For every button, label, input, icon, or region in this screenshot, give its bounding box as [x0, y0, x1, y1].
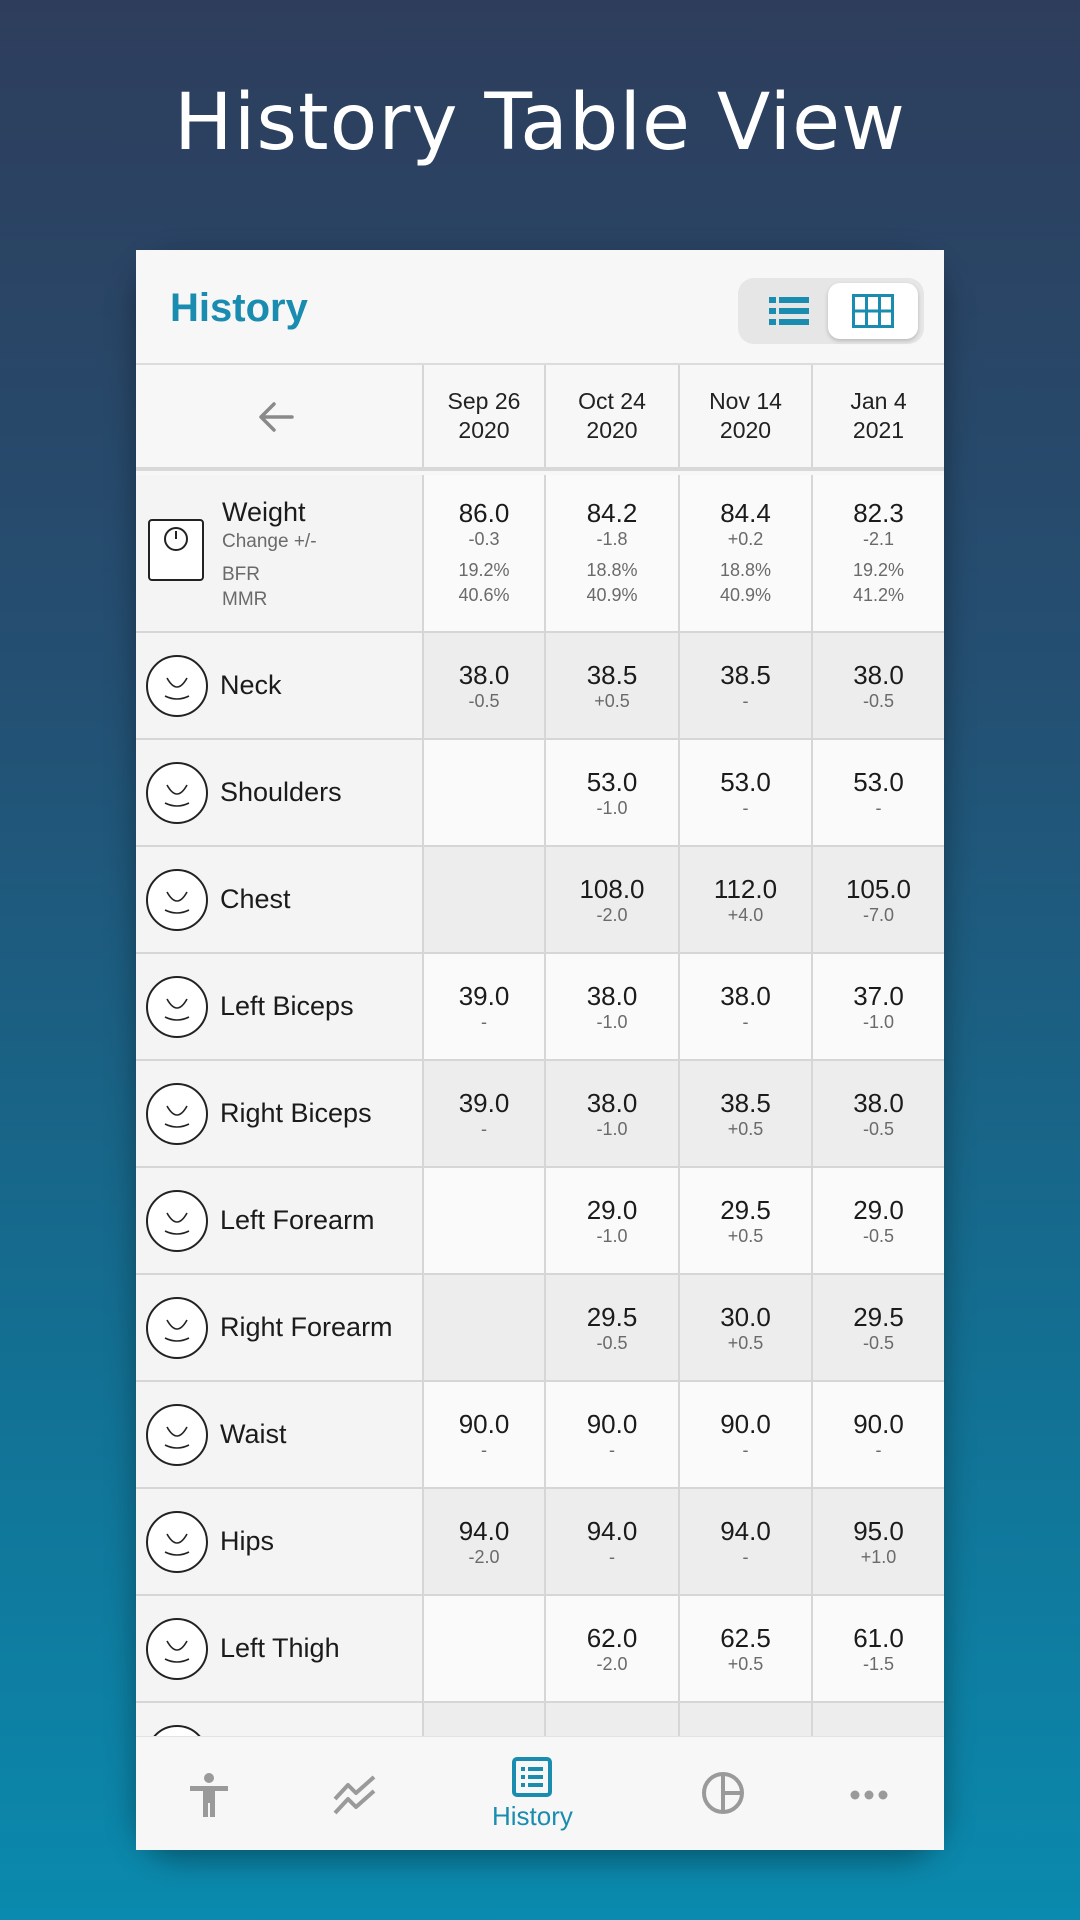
- weight-label: Weight: [222, 497, 306, 527]
- value: 108.0: [579, 873, 645, 904]
- weight-label-cell: [136, 475, 424, 631]
- value: 38.5: [720, 659, 771, 690]
- table-row[interactable]: [136, 1382, 944, 1489]
- list-view-button[interactable]: [744, 283, 834, 339]
- year-label: 2020: [458, 417, 510, 443]
- change: -: [742, 1546, 749, 1567]
- value: 94.0: [586, 1515, 638, 1546]
- value: 38.5: [586, 659, 638, 690]
- chest-icon: [146, 869, 208, 931]
- left-thigh-icon: [146, 1618, 208, 1680]
- header-corner: [136, 365, 424, 467]
- change: -: [742, 1439, 749, 1460]
- row-label-cell: [136, 1489, 424, 1594]
- row-label: Right Forearm: [220, 1312, 393, 1342]
- neck-icon: [146, 655, 208, 717]
- value: 38.0: [586, 1087, 638, 1118]
- change: -: [481, 1011, 487, 1032]
- left-biceps-icon: [146, 976, 208, 1038]
- right-forearm-icon: [146, 1297, 208, 1359]
- change: -0.3: [468, 529, 500, 549]
- change: -1.0: [596, 1225, 628, 1246]
- bfr-value: 19.2%: [458, 560, 510, 580]
- trend-icon: [332, 1775, 378, 1815]
- measurement-cell[interactable]: [546, 1168, 680, 1273]
- change: -1.0: [596, 1011, 628, 1032]
- change: -0.5: [862, 1118, 895, 1139]
- value: 29.0: [586, 1194, 638, 1225]
- nav-item-body[interactable]: [188, 1773, 230, 1819]
- value: 39.0: [458, 980, 510, 1011]
- table-row[interactable]: [136, 954, 944, 1061]
- bfr-value: 19.2%: [852, 560, 905, 580]
- value: 90.0: [586, 1408, 638, 1439]
- change: +0.5: [727, 1332, 764, 1353]
- table-row[interactable]: [136, 1489, 944, 1596]
- change: -2.1: [862, 529, 895, 549]
- measurement-cell[interactable]: [813, 1168, 944, 1273]
- nav-item-history[interactable]: [492, 1757, 573, 1832]
- measurement-cell[interactable]: [424, 633, 546, 738]
- value: 29.0: [853, 1194, 904, 1225]
- table-row[interactable]: [136, 847, 944, 954]
- measurement-cell[interactable]: [680, 1382, 813, 1487]
- row-label-cell: [136, 740, 424, 845]
- measurement-cell[interactable]: [424, 1168, 546, 1273]
- value: 95.0: [853, 1515, 904, 1546]
- measurement-cell[interactable]: [546, 954, 680, 1059]
- date-header[interactable]: [546, 365, 680, 467]
- value: 38.0: [853, 1087, 904, 1118]
- change: +0.2: [727, 529, 764, 549]
- value: 90.0: [720, 1408, 771, 1439]
- change: -1.0: [596, 1118, 628, 1139]
- mmr-value: 40.6%: [458, 585, 510, 605]
- table-row[interactable]: [136, 740, 944, 847]
- nav-label-history: History: [492, 1801, 573, 1831]
- change: +4.0: [727, 904, 764, 925]
- value: 29.5: [586, 1301, 638, 1332]
- row-label: Left Thigh: [220, 1633, 340, 1663]
- value: 30.0: [720, 1301, 771, 1332]
- change: -: [742, 797, 749, 818]
- measurement-cell[interactable]: [680, 740, 813, 845]
- change: -0.5: [596, 1332, 628, 1353]
- value: 38.0: [720, 980, 771, 1011]
- weight-cell[interactable]: [424, 475, 546, 631]
- table-row-weight[interactable]: [136, 475, 944, 633]
- app-header: [136, 250, 944, 365]
- change: -1.5: [862, 1653, 895, 1674]
- date-label: Jan 4: [850, 388, 907, 414]
- measurement-cell[interactable]: [813, 954, 944, 1059]
- value: 94.0: [720, 1515, 771, 1546]
- change: -0.5: [862, 1225, 895, 1246]
- year-label: 2021: [852, 417, 905, 443]
- value: 29.5: [853, 1301, 904, 1332]
- nav-item-stats[interactable]: [701, 1771, 745, 1815]
- date-label: Sep 26: [447, 388, 521, 414]
- measurement-cell[interactable]: [813, 633, 944, 738]
- row-label-cell: [136, 1061, 424, 1166]
- grid-view-button[interactable]: [828, 283, 918, 339]
- mmr-value: 40.9%: [719, 585, 772, 605]
- measurement-cell[interactable]: [813, 1061, 944, 1166]
- change: -: [481, 1439, 487, 1460]
- measurement-cell[interactable]: [424, 740, 546, 845]
- measurement-cell[interactable]: [546, 1275, 680, 1380]
- body-icon: [188, 1773, 230, 1819]
- value: 53.0: [720, 766, 771, 797]
- measurement-cell[interactable]: [424, 1489, 546, 1594]
- value: 61.0: [853, 1622, 904, 1653]
- measurement-cell[interactable]: [680, 847, 813, 952]
- change: -: [609, 1439, 615, 1460]
- bfr-label: BFR: [222, 564, 260, 585]
- change: -: [481, 1118, 487, 1139]
- row-label-cell: [136, 1382, 424, 1487]
- change: -2.0: [468, 1546, 500, 1567]
- value: 90.0: [853, 1408, 904, 1439]
- mmr-value: 41.2%: [852, 585, 905, 605]
- weight-cell[interactable]: [813, 475, 944, 631]
- year-label: 2020: [586, 417, 638, 443]
- change: -1.0: [862, 1011, 895, 1032]
- value: 86.0: [458, 498, 510, 528]
- row-label-cell: [136, 847, 424, 952]
- year-label: 2020: [719, 417, 772, 443]
- measurement-cell[interactable]: [813, 847, 944, 952]
- row-label-cell: [136, 954, 424, 1059]
- row-label: Shoulders: [220, 777, 342, 807]
- row-label: Left Forearm: [220, 1205, 375, 1235]
- right-biceps-icon: [146, 1083, 208, 1145]
- measurement-cell[interactable]: [546, 1061, 680, 1166]
- measurement-cell[interactable]: [546, 1596, 680, 1701]
- measurement-cell[interactable]: [546, 633, 680, 738]
- date-label: Nov 14: [709, 388, 782, 414]
- change: -1.8: [596, 529, 628, 549]
- measurement-cell[interactable]: [813, 740, 944, 845]
- change: +0.5: [727, 1653, 764, 1674]
- list-icon: [769, 296, 809, 326]
- measurement-cell[interactable]: [680, 954, 813, 1059]
- row-label: Hips: [220, 1526, 275, 1556]
- grid-icon: [852, 294, 894, 328]
- table-row[interactable]: [136, 1168, 944, 1275]
- value: 62.0: [586, 1622, 638, 1653]
- change: -0.5: [862, 1332, 895, 1353]
- change: +0.5: [727, 1225, 764, 1246]
- value: 105.0: [845, 873, 912, 904]
- row-label-cell: [136, 1168, 424, 1273]
- measurement-cell[interactable]: [680, 1061, 813, 1166]
- row-label-cell: [136, 1275, 424, 1380]
- row-label: Left Biceps: [220, 991, 354, 1021]
- measurement-cell[interactable]: [813, 1275, 944, 1380]
- measurement-cell[interactable]: [546, 1489, 680, 1594]
- arrow-left-icon[interactable]: [256, 399, 296, 435]
- measurement-cell[interactable]: [546, 847, 680, 952]
- date-header[interactable]: [680, 365, 813, 467]
- measurement-cell[interactable]: [680, 633, 813, 738]
- left-forearm-icon: [146, 1190, 208, 1252]
- measurement-cell[interactable]: [424, 1275, 546, 1380]
- measurement-cell[interactable]: [680, 1168, 813, 1273]
- waist-icon: [146, 1404, 208, 1466]
- measurement-cell[interactable]: [424, 1061, 546, 1166]
- measurement-cell[interactable]: [424, 1382, 546, 1487]
- shoulders-icon: [146, 762, 208, 824]
- value: 84.2: [586, 498, 638, 528]
- value: 29.5: [720, 1194, 771, 1225]
- measurement-cell[interactable]: [813, 1489, 944, 1594]
- row-label: Waist: [220, 1419, 287, 1449]
- row-label-cell: [136, 633, 424, 738]
- row-label: Neck: [220, 670, 282, 700]
- value: 38.0: [853, 659, 904, 690]
- table-row[interactable]: [136, 1061, 944, 1168]
- measurement-cell[interactable]: [680, 1275, 813, 1380]
- change: +1.0: [860, 1546, 897, 1567]
- change: -2.0: [596, 1653, 628, 1674]
- measurement-cell[interactable]: [813, 1382, 944, 1487]
- value: 53.0: [853, 766, 904, 797]
- bfr-value: 18.8%: [586, 560, 638, 580]
- change: +0.5: [727, 1118, 764, 1139]
- scale-icon: [148, 519, 204, 581]
- table-row[interactable]: [136, 633, 944, 740]
- measurement-cell[interactable]: [424, 1596, 546, 1701]
- value: 112.0: [713, 873, 778, 904]
- phone-screen: [136, 250, 944, 1850]
- measurement-cell[interactable]: [680, 1596, 813, 1701]
- change: -: [742, 1011, 749, 1032]
- weight-cell[interactable]: [680, 475, 813, 631]
- table-row[interactable]: [136, 1596, 944, 1703]
- value: 38.0: [458, 659, 510, 690]
- history-icon: [512, 1757, 552, 1797]
- measurement-cell[interactable]: [680, 1489, 813, 1594]
- mmr-label: MMR: [222, 589, 268, 610]
- measurement-cell[interactable]: [424, 847, 546, 952]
- change: -: [875, 797, 882, 818]
- history-table: [136, 365, 944, 1735]
- value: 37.0: [853, 980, 904, 1011]
- value: 53.0: [586, 766, 638, 797]
- change: -7.0: [862, 904, 895, 925]
- measurement-cell[interactable]: [813, 1596, 944, 1701]
- value: 84.4: [720, 498, 771, 528]
- value: 94.0: [458, 1515, 510, 1546]
- change: -2.0: [596, 904, 628, 925]
- value: 82.3: [853, 498, 904, 528]
- change-label: Change +/-: [222, 531, 317, 552]
- change: -1.0: [596, 797, 628, 818]
- measurement-cell[interactable]: [546, 740, 680, 845]
- value: 62.5: [720, 1622, 771, 1653]
- value: 90.0: [458, 1408, 510, 1439]
- bottom-nav: [136, 1736, 944, 1850]
- value: 38.0: [586, 980, 638, 1011]
- row-label: Chest: [220, 884, 291, 914]
- pie-chart-icon: [701, 1771, 745, 1815]
- table-header-row: [136, 365, 944, 471]
- value: 39.0: [458, 1087, 510, 1118]
- row-label: Right Biceps: [220, 1098, 372, 1128]
- bfr-value: 18.8%: [719, 560, 772, 580]
- change: -0.5: [468, 690, 500, 711]
- nav-item-more[interactable]: [850, 1789, 888, 1801]
- view-toggle: [738, 278, 924, 344]
- change: -: [609, 1546, 615, 1567]
- date-header[interactable]: [424, 365, 546, 467]
- change: -: [875, 1439, 882, 1460]
- nav-item-trends[interactable]: [332, 1775, 378, 1815]
- measurement-cell[interactable]: [424, 954, 546, 1059]
- change: -: [742, 690, 749, 711]
- row-label-cell: [136, 1596, 424, 1701]
- more-icon: [850, 1789, 888, 1801]
- measurement-cell[interactable]: [546, 1382, 680, 1487]
- change: -0.5: [862, 690, 895, 711]
- table-row[interactable]: [136, 1275, 944, 1382]
- promo-headline: History Table View: [174, 78, 906, 168]
- mmr-value: 40.9%: [586, 585, 638, 605]
- weight-cell[interactable]: [546, 475, 680, 631]
- date-header[interactable]: [813, 365, 944, 467]
- value: 38.5: [720, 1087, 771, 1118]
- hips-icon: [146, 1511, 208, 1573]
- change: +0.5: [594, 690, 630, 711]
- page-title: History: [170, 286, 308, 330]
- date-label: Oct 24: [578, 388, 646, 414]
